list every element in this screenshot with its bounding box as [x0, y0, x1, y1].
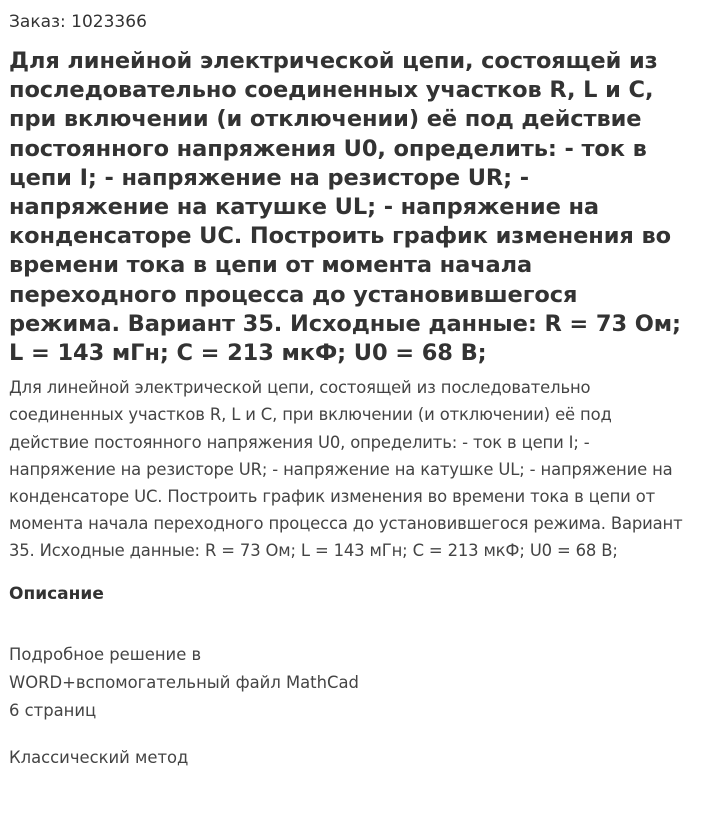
description-heading: Описание: [9, 583, 104, 604]
description-method: Классический метод: [9, 747, 189, 767]
description-line-solution: Подробное решение в: [9, 644, 202, 664]
description-line-pages: 6 страниц: [9, 700, 97, 720]
description-details: [9, 641, 683, 725]
task-body-text: Для линейной электрической цепи, состоящей из последовательно соединенных участков R, L и C, при включении (и отключении) её под действие постоянного напряжения U0, определить: - ток в цепи I; - напряжение на резисторе UR; - напряжение на катушке UL; - напряжение на конденсаторе UC. Построить график изменения во времени тока в цепи от момента начала переходного процесса до установившегося режима. Вариант 35. Исходные данные: R = 73 Ом; L = 143 мГн; C = 213 мкФ; U0 = 68 В;: [9, 378, 683, 561]
order-number: Заказ: 1023366: [9, 12, 147, 32]
task-title: Для линейной электрической цепи, состоящей из последовательно соединенных участков R, L и C, при включении (и отключении) её под действие постоянного напряжения U0, определить: - ток в цепи I; - напряжение на резисторе UR; - напряжение на катушке UL; - напряжение на конденсаторе UC. Построить график изменения во времени тока в цепи от момента начала переходного процесса до установившегося режима. Вариант 35. Исходные данные: R = 73 Ом; L = 143 мГн; C = 213 мкФ; U0 = 68 В;: [9, 48, 681, 367]
description-line-files: WORD+вспомогательный файл MathCad: [9, 672, 359, 692]
